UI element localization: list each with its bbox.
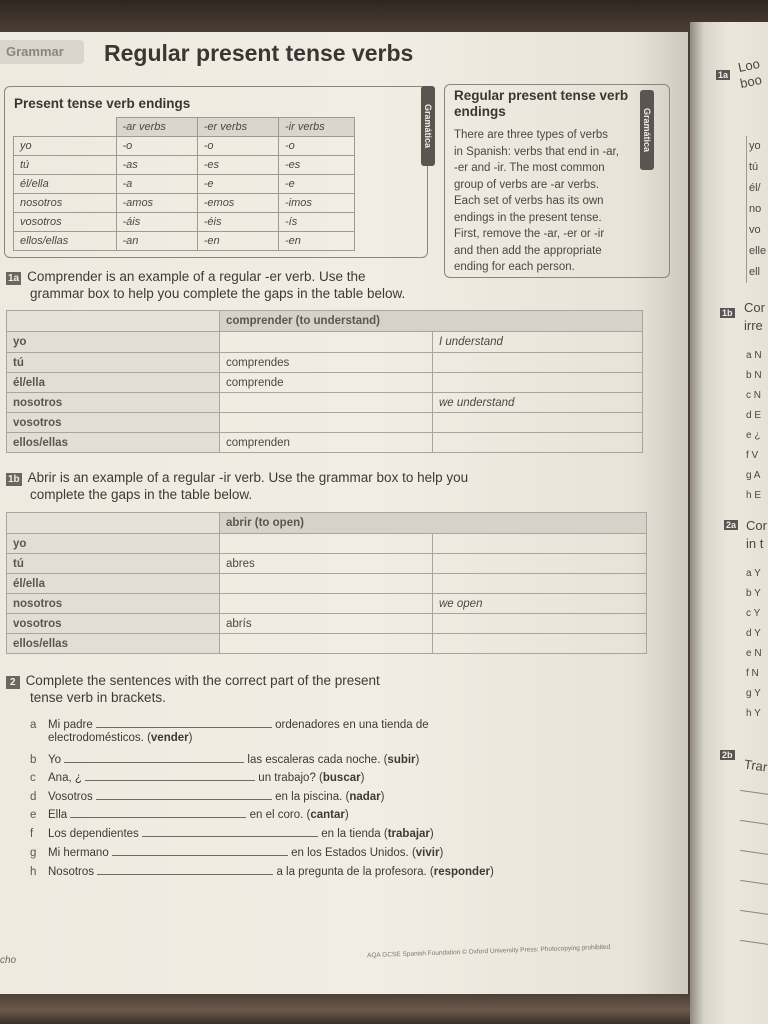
person-label: yo (7, 534, 220, 554)
endings-box-title: Present tense verb endings (14, 96, 191, 111)
answer-blank[interactable] (96, 789, 272, 800)
facing-item: g Y (746, 688, 761, 699)
facing-cell: tú (749, 161, 759, 173)
explanation-title: Regular present tense verb endings (454, 88, 629, 119)
facing-item: h E (746, 490, 762, 501)
sentence-close: ) (439, 847, 444, 859)
english-cell[interactable] (433, 614, 647, 634)
spanish-cell[interactable] (220, 534, 433, 554)
spanish-cell[interactable] (220, 332, 433, 353)
sentence-end: en el coro. ( (249, 809, 311, 821)
sentence-end: las escaleras cada noche. ( (247, 754, 388, 766)
explanation-line: ending for each person. (454, 261, 575, 273)
sentence-letter: c (30, 772, 36, 784)
facing-item: a Y (746, 568, 761, 579)
sentence-a (30, 717, 429, 731)
table-row (7, 554, 647, 574)
facing-list (746, 346, 762, 506)
person-label: él/ella (7, 373, 220, 393)
sentence-letter: e (30, 809, 37, 821)
sentence-close: ) (415, 754, 420, 766)
sentence-start: Nosotros (48, 866, 95, 878)
answer-line (740, 910, 768, 915)
facing-item: h Y (746, 708, 761, 719)
person-label: ellos/ellas (7, 433, 220, 453)
endings-header-ar: -ar verbs (116, 118, 197, 137)
exercise-number: 1a (8, 273, 20, 284)
ending: -an (116, 232, 197, 251)
sentence-h (30, 864, 494, 878)
sentence-f (30, 826, 434, 840)
answer-blank[interactable] (97, 864, 273, 875)
answer-blank[interactable] (142, 826, 318, 837)
ending: -e (197, 175, 278, 194)
table-row (7, 433, 643, 453)
facing-cell: vo (749, 224, 761, 236)
sentence-start: Los dependientes (48, 828, 139, 840)
spanish-cell[interactable] (220, 634, 433, 654)
verb-hint: vivir (415, 847, 440, 859)
english-cell[interactable] (433, 634, 647, 654)
spanish-cell[interactable]: comprenden (220, 433, 433, 453)
facing-item: b Y (746, 588, 761, 599)
exercise-1b-instructions (6, 469, 546, 503)
person-label: vosotros (7, 413, 220, 433)
sentence-end: ordenadores en una tienda de (275, 719, 429, 731)
sentence-letter: h (30, 866, 37, 878)
explanation-line: group of verbs are -ar verbs. (454, 178, 600, 191)
table-row (7, 634, 647, 654)
ending: -áis (116, 213, 197, 232)
table-row (7, 393, 643, 413)
facing-text: irre (744, 318, 763, 333)
sentence-b (30, 752, 419, 766)
exercise-number: 1b (8, 474, 20, 485)
verb-hint: subir (387, 754, 416, 766)
sentence-start: Yo (48, 754, 62, 766)
explanation-line: and then add the appropriate (454, 244, 602, 257)
sentence-e (30, 807, 349, 821)
table-row (7, 614, 647, 634)
table-row (7, 373, 643, 393)
person: yo (14, 137, 117, 156)
answer-line (740, 880, 768, 885)
ending: -éis (197, 213, 278, 232)
answer-blank[interactable] (112, 845, 288, 856)
table-row (7, 594, 647, 614)
english-cell[interactable] (433, 534, 647, 554)
english-cell[interactable]: I understand (433, 332, 643, 353)
facing-table (746, 136, 766, 283)
endings-table (13, 117, 355, 251)
exercise-1a-instructions (6, 268, 476, 302)
sentence-letter: d (30, 791, 37, 803)
answer-blank[interactable] (96, 717, 272, 728)
endings-row (14, 137, 355, 156)
facing-cell: yo (749, 140, 761, 152)
ending: -emos (197, 194, 278, 213)
sentence-c (30, 770, 364, 784)
sentence-cont: electrodomésticos. ( (48, 732, 151, 744)
answer-line (740, 850, 768, 855)
sentence-end: en los Estados Unidos. ( (291, 847, 416, 859)
person: vosotros (14, 213, 117, 232)
verb-hint: buscar (322, 772, 361, 784)
sentence-close: ) (429, 828, 434, 840)
english-cell[interactable] (433, 373, 643, 393)
facing-item: e ¿ (746, 430, 761, 441)
sentence-start: Vosotros (48, 791, 93, 803)
endings-row (14, 194, 355, 213)
explanation-line: endings in the present tense. (454, 211, 602, 224)
endings-row (14, 175, 355, 194)
english-cell[interactable] (433, 554, 647, 574)
spanish-cell[interactable]: abrís (220, 614, 433, 634)
ending: -a (116, 175, 197, 194)
spanish-cell[interactable] (220, 413, 433, 433)
explanation-line: -er and -ir. The most common (454, 162, 605, 174)
ending: -imos (279, 194, 355, 213)
endings-row (14, 156, 355, 175)
person: ellos/ellas (14, 232, 117, 251)
person-label: nosotros (7, 393, 220, 413)
spanish-cell[interactable]: comprendes (220, 353, 433, 373)
sentence-end: un trabajo? ( (258, 772, 323, 784)
facing-item: f V (746, 450, 759, 461)
endings-row (14, 213, 355, 232)
person-label: tú (7, 353, 220, 373)
facing-exercise-number: 1a (718, 70, 729, 80)
facing-cell: no (749, 203, 762, 215)
spanish-cell[interactable] (220, 574, 433, 594)
english-cell[interactable]: we understand (433, 393, 643, 413)
ending: -es (279, 156, 355, 175)
sentence-close: ) (380, 791, 385, 803)
facing-exercise-number: 1b (722, 308, 733, 318)
spanish-cell[interactable]: comprende (220, 373, 433, 393)
comprender-header: comprender (to understand) (220, 311, 643, 332)
facing-text: Cor (744, 300, 765, 315)
facing-text: Trar (743, 756, 768, 775)
facing-text: Cor (746, 518, 767, 533)
sentence-g (30, 845, 443, 859)
sentence-end: en la tienda ( (321, 828, 388, 840)
ending: -as (116, 156, 197, 175)
facing-list (746, 564, 762, 724)
person-label: tú (7, 554, 220, 574)
spanish-cell[interactable] (220, 594, 433, 614)
facing-item: g A (746, 470, 761, 481)
sentence-letter: b (30, 754, 37, 766)
instruction-line: complete the gaps in the table below. (30, 487, 253, 502)
answer-line (740, 820, 768, 825)
sentence-letter: a (30, 719, 37, 731)
table-row (7, 353, 643, 373)
exercise-number: 2 (6, 676, 20, 689)
verb-hint: cantar (310, 809, 345, 821)
sentence-d (30, 789, 384, 803)
person: tú (14, 156, 117, 175)
sentence-close: ) (489, 866, 494, 878)
person-label: nosotros (7, 594, 220, 614)
sentence-letter: f (30, 828, 34, 840)
instruction-line: grammar box to help you complete the gaps in the table below. (30, 286, 406, 301)
sentence-close: ) (360, 772, 365, 784)
page-title: Regular present tense verbs (104, 40, 414, 66)
facing-item: c Y (746, 608, 761, 619)
spanish-cell[interactable] (220, 393, 433, 413)
facing-item: d E (746, 410, 762, 421)
abrir-table (6, 512, 647, 654)
verb-hint: vender (150, 732, 189, 744)
blank-header (7, 513, 220, 534)
english-cell[interactable] (433, 353, 643, 373)
facing-item: b N (746, 370, 762, 381)
facing-page (690, 22, 768, 1024)
person-label: él/ella (7, 574, 220, 594)
explanation-line: Each set of verbs has its own (454, 195, 604, 207)
person: nosotros (14, 194, 117, 213)
ending: -amos (116, 194, 197, 213)
facing-text: in t (746, 536, 764, 551)
facing-text: Loo (736, 55, 762, 76)
facing-text: boo (738, 71, 764, 92)
facing-exercise-number: 2b (722, 750, 733, 760)
facing-item: d Y (746, 628, 761, 639)
explanation-line: First, remove the -ar, -er or -ir (454, 228, 605, 240)
sentence-end: en la piscina. ( (275, 791, 350, 803)
endings-header-ir: -ir verbs (279, 118, 355, 137)
facing-item: f N (746, 668, 759, 679)
explanation-text (454, 127, 634, 276)
comprender-table (6, 310, 643, 453)
table-row (7, 574, 647, 594)
exercise-2-instructions (6, 672, 466, 706)
copyright-footer: AQA GCSE Spanish Foundation © Oxford University Press: Photocopying prohibited (366, 943, 611, 960)
section-tab: Grammar (0, 40, 84, 64)
facing-cell: ell (749, 266, 761, 278)
english-cell[interactable] (433, 413, 643, 433)
answer-line (740, 940, 768, 945)
verb-hint: responder (433, 866, 490, 878)
facing-item: c N (746, 390, 761, 401)
ending: -es (197, 156, 278, 175)
sentence-end: a la pregunta de la profesora. ( (276, 866, 434, 878)
explanation-line: There are three types of verbs (454, 129, 609, 141)
blank-header (7, 311, 220, 332)
instruction-line: Comprender is an example of a regular -er verb. Use the (27, 269, 366, 284)
english-cell[interactable] (433, 433, 643, 453)
answer-blank[interactable] (70, 807, 246, 818)
ending: -en (279, 232, 355, 251)
ending: -o (116, 137, 197, 156)
person-label: ellos/ellas (7, 634, 220, 654)
sentence-start: Mi padre (48, 719, 93, 731)
sentence-start: Ana, ¿ (48, 772, 82, 784)
facing-item: a N (746, 350, 762, 361)
explanation-line: in Spanish: verbs that end in -ar, (454, 145, 619, 158)
instruction-line: tense verb in brackets. (30, 690, 166, 705)
facing-cell: elle (749, 245, 767, 257)
answer-blank[interactable] (64, 752, 244, 763)
abrir-header: abrir (to open) (220, 513, 647, 534)
verb-hint: nadar (349, 791, 381, 803)
answer-line (740, 790, 768, 795)
person-label: yo (7, 332, 220, 353)
sentence-close: ) (344, 809, 349, 821)
person: él/ella (14, 175, 117, 194)
instruction-line: Complete the sentences with the correct part of the present (25, 673, 380, 688)
sentence-close: ) (188, 732, 193, 744)
english-cell[interactable] (433, 574, 647, 594)
person-label: vosotros (7, 614, 220, 634)
verb-hint: trabajar (387, 828, 430, 840)
sentence-letter: g (30, 847, 37, 859)
sentence-start: Ella (48, 809, 68, 821)
answer-blank[interactable] (85, 770, 255, 781)
english-cell[interactable]: we open (433, 594, 647, 614)
table-row (7, 534, 647, 554)
sentence-a-cont (48, 732, 192, 744)
gramatica-tab: Gramática (421, 86, 435, 166)
instruction-line: Abrir is an example of a regular -ir verb. Use the grammar box to help you (27, 470, 469, 485)
corner-text: cho (0, 955, 17, 966)
table-row (7, 332, 643, 353)
facing-cell: él/ (749, 182, 761, 194)
gramatica-tab-2: Gramática (640, 90, 654, 170)
endings-row (14, 232, 355, 251)
spanish-cell[interactable]: abres (220, 554, 433, 574)
ending: -en (197, 232, 278, 251)
ending: -ís (279, 213, 355, 232)
facing-item: e N (746, 648, 762, 659)
sentence-start: Mi hermano (48, 847, 109, 859)
ending: -o (197, 137, 278, 156)
endings-header-blank (14, 118, 117, 137)
ending: -o (279, 137, 355, 156)
facing-exercise-number: 2a (726, 520, 737, 530)
ending: -e (279, 175, 355, 194)
endings-header-er: -er verbs (197, 118, 278, 137)
table-row (7, 413, 643, 433)
